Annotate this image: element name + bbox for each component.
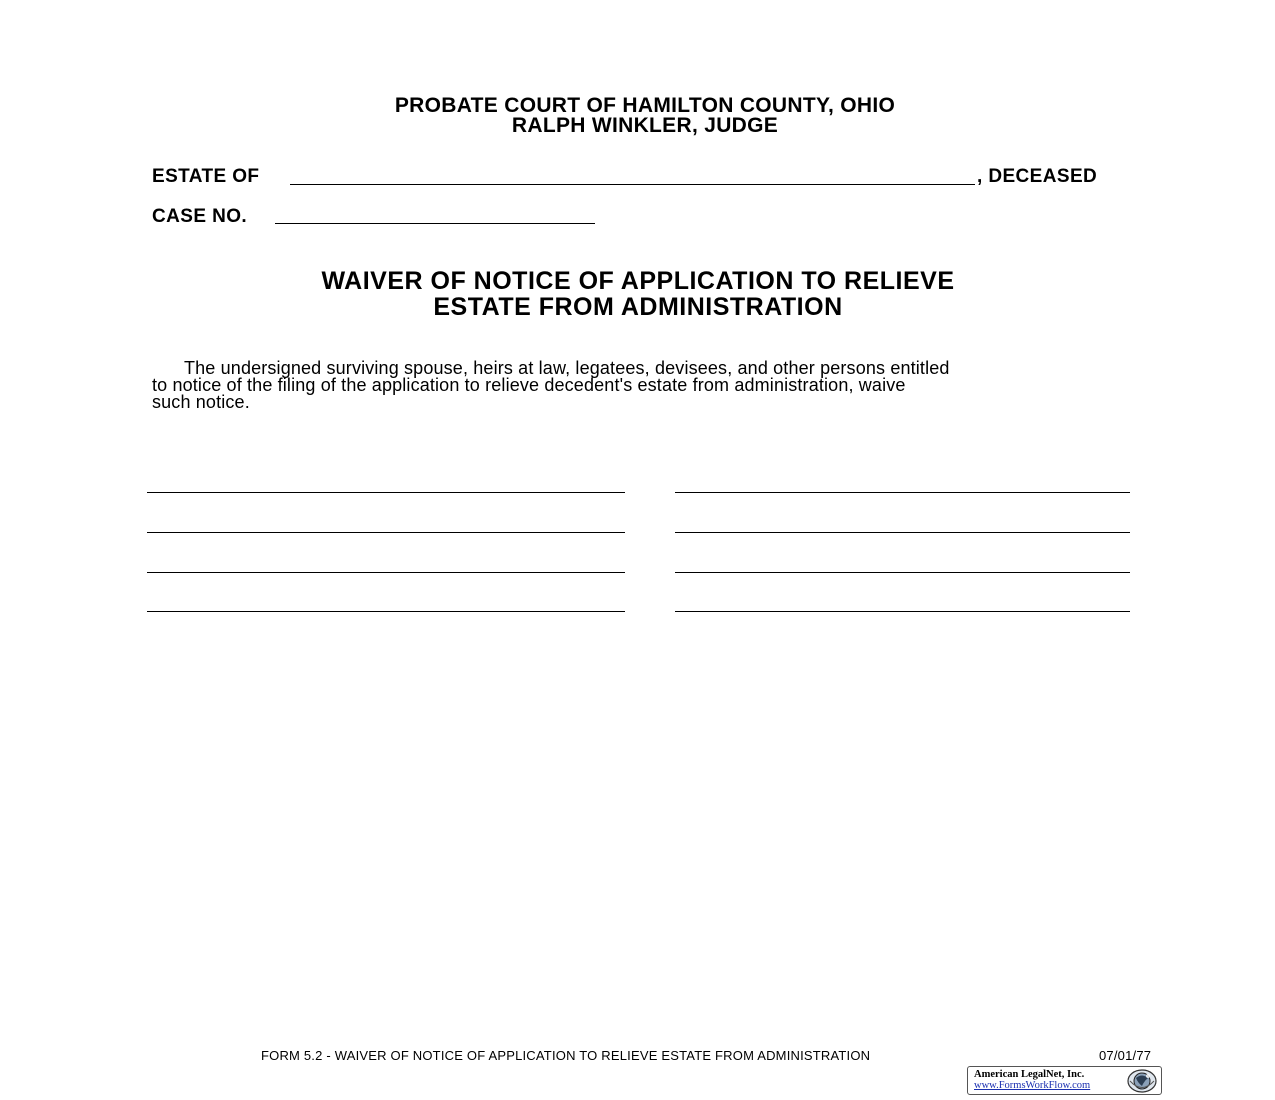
waiver-paragraph [152,360,1132,411]
signature-line-right-2[interactable] [675,532,1130,533]
court-header [0,96,1275,136]
waiver-text-2: to notice of the filing of the application to relieve decedent's estate from administration, waive [152,375,906,395]
court-name: PROBATE COURT OF HAMILTON COUNTY, OHIO [394,94,896,117]
signature-line-left-4[interactable] [147,611,625,612]
deceased-label: , DECEASED [977,166,1098,187]
form-title-line-2: ESTATE FROM ADMINISTRATION [433,293,843,321]
signature-line-left-2[interactable] [147,532,625,533]
case-no-label: CASE NO. [152,206,248,227]
form-date: 07/01/77 [1099,1048,1152,1063]
form-footer-label: FORM 5.2 - WAIVER OF NOTICE OF APPLICATION TO RELIEVE ESTATE FROM ADMINISTRATION [261,1048,871,1063]
logo-company-name: American LegalNet, Inc. [974,1069,1085,1080]
waiver-text-3: such notice. [152,392,250,412]
signature-line-right-1[interactable] [675,492,1130,493]
estate-of-label: ESTATE OF [152,166,260,187]
american-legalnet-logo[interactable] [967,1066,1162,1095]
form-title-line-1: WAIVER OF NOTICE OF APPLICATION TO RELIEVE [321,267,955,295]
judge-name: RALPH WINKLER, JUDGE [511,114,779,137]
signature-line-right-3[interactable] [675,572,1130,573]
case-number-field[interactable] [275,223,595,224]
estate-name-field[interactable] [290,184,975,185]
form-title [0,268,1275,320]
signature-line-right-4[interactable] [675,611,1130,612]
waiver-text-1: The undersigned surviving spouse, heirs at law, legatees, devisees, and other persons entitled [184,358,950,378]
logo-website-link[interactable]: www.FormsWorkFlow.com [974,1080,1091,1091]
signature-line-left-3[interactable] [147,572,625,573]
signature-line-left-1[interactable] [147,492,625,493]
globe-logo-icon [1124,1068,1158,1093]
